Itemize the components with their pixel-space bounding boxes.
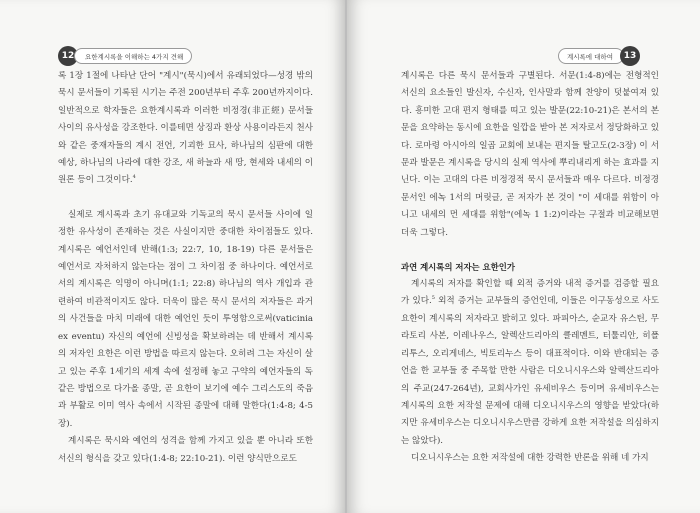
footnote-marker: 4 — [132, 174, 136, 181]
left-body-text — [58, 68, 313, 468]
left-paragraph-3: 계시록은 묵시와 예언의 성격을 함께 가지고 있을 뿐 아니라 또한 서신의 형식을 갖고 있다(1:4-8; 22:10-21). 이런 양식만으로도 — [58, 436, 313, 464]
right-running-head — [558, 46, 640, 66]
right-paragraph-3: 디오니시우스는 요한 저작설에 대한 강력한 반론을 위해 네 가지 — [411, 453, 649, 464]
right-page — [347, 0, 700, 513]
footnote-marker: 5 — [431, 295, 435, 302]
left-paragraph-1: 록 1장 1절에 나타난 단어 "계시"(묵시)에서 유래되었다—성경 밖의 묵시 문서들이 기록된 시기는 주전 200년부터 주후 200년까지이다. 일반적으로 학자들은 요한계시록과 이러한 비정경(非正經) 문서들 사이의 유사성을 강조한다. 이를테면 상징과 환상 사용이라든지 천사와 같은 중재자들의 계시 전언, 기괴한 묘사, 하나님의 심판에 대한 예상, 하나님의 나라에 대한 강조, 새 하늘과 새 땅, 현세와 내세의 이원론 등이 그것이다.$^4$ — [58, 71, 313, 186]
left-running-head-title: 요한계시록을 이해하는 4가지 견해 — [74, 48, 192, 64]
section-heading: 과연 계시록의 저자는 요한인가 — [401, 262, 515, 273]
right-running-head-title: 계시록에 대하여 — [558, 48, 624, 64]
left-paragraph-2: 실제로 계시록과 초기 유대교와 기독교의 묵시 문서들 사이에 일정한 유사성이 존재하는 것은 사실이지만 중대한 차이점들도 있다. 계시록은 예언서인데 반해(1:3; 22:7, 10, 18-19) 다른 문서들은 예언서로 자처하지 않는다는 점이 그 차이점 중 하나이다. 예언서로서의 계시록은 익명이 아니며(1:1; 22:8) 하나님의 역사 개입과 관련하여 비관적이지도 않다. 더욱이 많은 묵시 문서의 저자들은 과거의 사건들을 마치 미래에 대한 예언인 듯이 투영함으로써(vaticinia ex eventu) 자신의 예언에 신빙성을 확보하려는 데 반해서 계시록의 저자인 요한은 이런 방법을 따르지 않는다. 오히려 그는 자신이 살고 있는 주후 1세기의 세계 속에 설정해 놓고 구약의 예언자들의 독같은 방법으로 다가올 종말, 곧 요한이 보기에 예수 그리스도의 죽음과 부활로 이미 역사 속에서 시작된 종말에 대해 말한다(1:4-8; 4-5장). — [58, 209, 313, 429]
right-body-text — [401, 68, 659, 468]
left-running-head — [58, 46, 192, 66]
right-page-number: 13 — [620, 46, 640, 66]
left-page-number: 12 — [58, 46, 78, 66]
left-page — [0, 0, 346, 513]
right-paragraph-2: 계시록의 저자를 확인할 때 외적 증거와 내적 증거를 검증할 필요가 있다.$^5$ 외적 증거는 교부들의 증언인데, 이들은 이구동성으로 사도 요한이 계시록의 저자라고 밝히고 있다. 파피아스, 순교자 유스틴, 무라토리 사본, 이레나우스, 알렉산드리아의 클레멘트, 터툴리안, 히폴리투스, 오리게네스, 빅토리누스 등이 대표적이다. 이와 반대되는 증언을 한 교부들 중 주목할 만한 사람은 디오니시우스와 알렉산드리아의 주교(247-264년), 교회사가인 유세비우스 등이며 유세비우스는 계시록의 요한 저작설 문제에 대해 디오니시우스의 영향을 받았다(하지만 유세비우스는 디오니시우스만큼 강하게 요한 저작설을 의심하지는 않았다). — [401, 279, 660, 446]
right-paragraph-1: 계시록은 다른 묵시 문서들과 구별된다. 서문(1:4-8)에는 전형적인 서신의 요소들인 발신자, 수신자, 인사말과 함께 찬양이 덧붙여져 있다. 흥미한 고대 편지 형태를 띠고 있는 발문(22:10-21)은 본서의 본문을 요약하는 동시에 요한을 일깝을 받아 본 저자로서 정당화하고 있다. 로마령 아시아의 일곱 교회에 보내는 편지들 탈고도(2-3장) 이 서문과 발문은 계시록을 당시의 실제 역사에 뿌리내리게 하는 효과를 지닌다. 이는 고대의 다른 비정경적 묵시 문서들과 매우 다르다. 비정경문서인 에녹 1서의 머릿글, 곧 저자가 본 것이 "이 세대를 위함이 아니고 내세의 먼 세대를 위함"(에녹 1 1:2)이라는 구절과 비교해보면 더욱 그렇다. — [401, 71, 659, 238]
